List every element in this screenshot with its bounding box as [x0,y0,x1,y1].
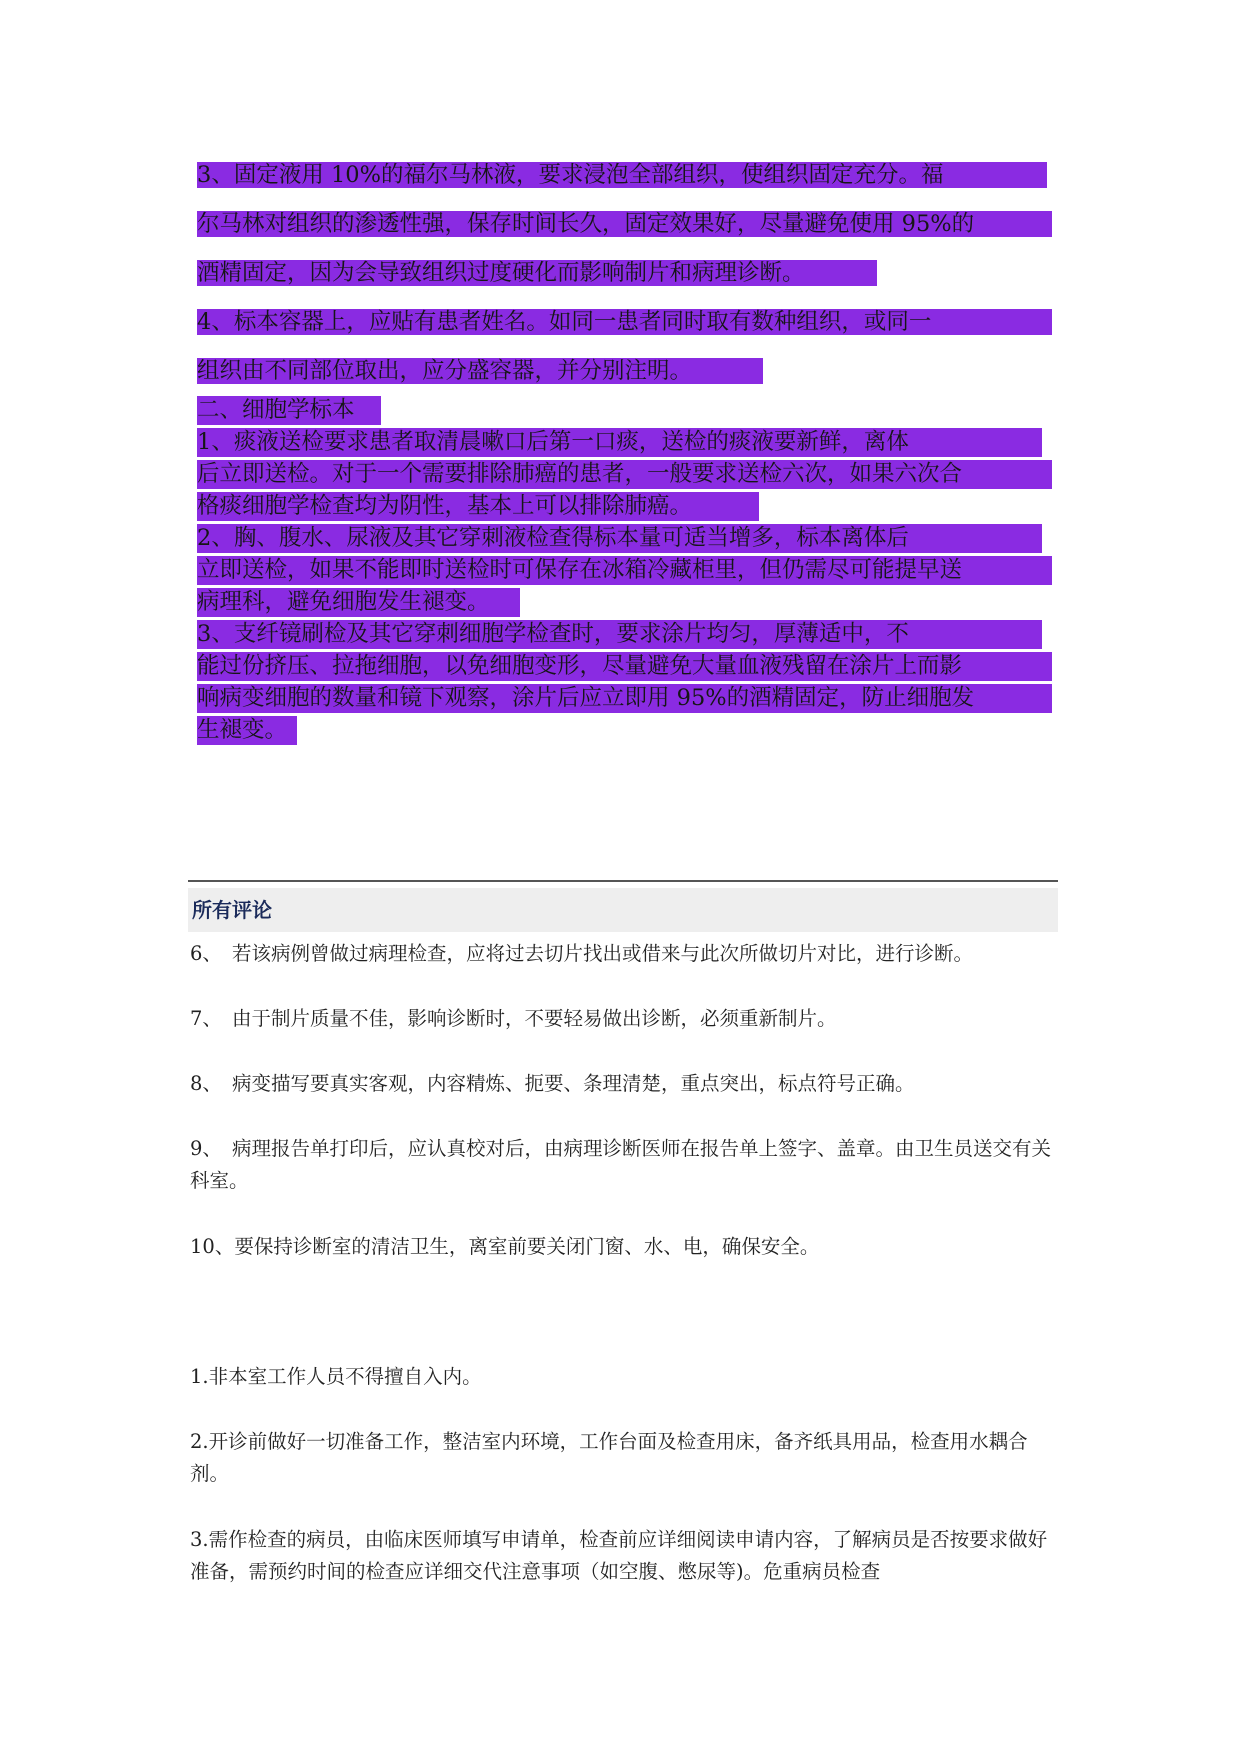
highlighted-line: 3、支纤镜刷检及其它穿刺细胞学检查时，要求涂片均匀，厚薄适中，不 [197,620,1042,649]
highlighted-line: 立即送检，如果不能即时送检时可保存在冰箱冷藏柜里，但仍需尽可能提早送 [197,556,1052,585]
comment-number: 6、 [190,942,222,965]
comment-item [190,1231,1060,1263]
highlighted-line: 病理科，避免细胞发生褪变。 [197,588,520,617]
comment-item [190,1068,1060,1100]
cytology-heading: 二、细胞学标本 [197,396,381,425]
fixation-section [197,162,1057,384]
highlighted-line: 2、胸、腹水、尿液及其它穿刺液检查得标本量可适当增多，标本离体后 [197,524,1042,553]
highlighted-line: 格痰细胞学检查均为阴性，基本上可以排除肺癌。 [197,492,759,521]
highlighted-line: 尔马林对组织的渗透性强，保存时间长久，固定效果好，尽量避免使用 95%的 [197,211,1052,237]
highlighted-line: 酒精固定，因为会导致组织过度硬化而影响制片和病理诊断。 [197,260,877,286]
divider [188,880,1058,882]
highlighted-line: 能过份挤压、拉拖细胞，以免细胞变形，尽量避免大量血液残留在涂片上而影 [197,652,1052,681]
highlighted-line: 响病变细胞的数量和镜下观察，涂片后应立即用 95%的酒精固定，防止细胞发 [197,684,1052,713]
comment-text: 若该病例曾做过病理检查，应将过去切片找出或借来与此次所做切片对比，进行诊断。 [232,942,974,965]
comment-item [190,938,1060,970]
highlighted-line: 4、标本容器上，应贴有患者姓名。如同一患者同时取有数种组织，或同一 [197,309,1052,335]
rule-item: 1.非本室工作人员不得擅自入内。 [190,1365,482,1388]
comment-text: 要保持诊断室的清洁卫生，离室前要关闭门窗、水、电，确保安全。 [234,1235,820,1258]
comment-text: 病变描写要真实客观，内容精炼、扼要、条理清楚，重点突出，标点符号正确。 [232,1072,915,1095]
comment-number: 8、 [190,1072,222,1095]
comment-text: 由于制片质量不佳，影响诊断时，不要轻易做出诊断，必须重新制片。 [232,1007,837,1030]
comment-item [190,1133,1060,1197]
comment-number: 9、 [190,1137,222,1160]
cytology-section [197,396,1057,745]
highlighted-line: 后立即送检。对于一个需要排除肺癌的患者，一般要求送检六次，如果六次合 [197,460,1052,489]
highlighted-line: 3、固定液用 10%的福尔马林液，要求浸泡全部组织，使组织固定充分。福 [197,162,1047,188]
comment-number: 10、 [190,1235,235,1258]
rule-item: 2.开诊前做好一切准备工作，整洁室内环境，工作台面及检查用床，备齐纸具用品，检查用水耦合剂。 [190,1430,1028,1485]
highlighted-line: 组织由不同部位取出，应分盛容器，并分别注明。 [197,358,763,384]
comment-number: 7、 [190,1007,222,1030]
rule-item: 3.需作检查的病员，由临床医师填写申请单，检查前应详细阅读申请内容，了解病员是否按要求做好准备，需预约时间的检查应详细交代注意事项（如空腹、憋尿等)。危重病员检查 [190,1528,1048,1583]
comments-header: 所有评论 [188,888,1058,932]
comment-item [190,1003,1060,1035]
highlighted-line: 1、痰液送检要求患者取清晨嗽口后第一口痰，送检的痰液要新鲜，离体 [197,428,1042,457]
comment-text: 病理报告单打印后，应认真校对后，由病理诊断医师在报告单上签字、盖章。由卫生员送交有关科室。 [190,1137,1052,1192]
highlighted-line: 生褪变。 [197,716,297,745]
